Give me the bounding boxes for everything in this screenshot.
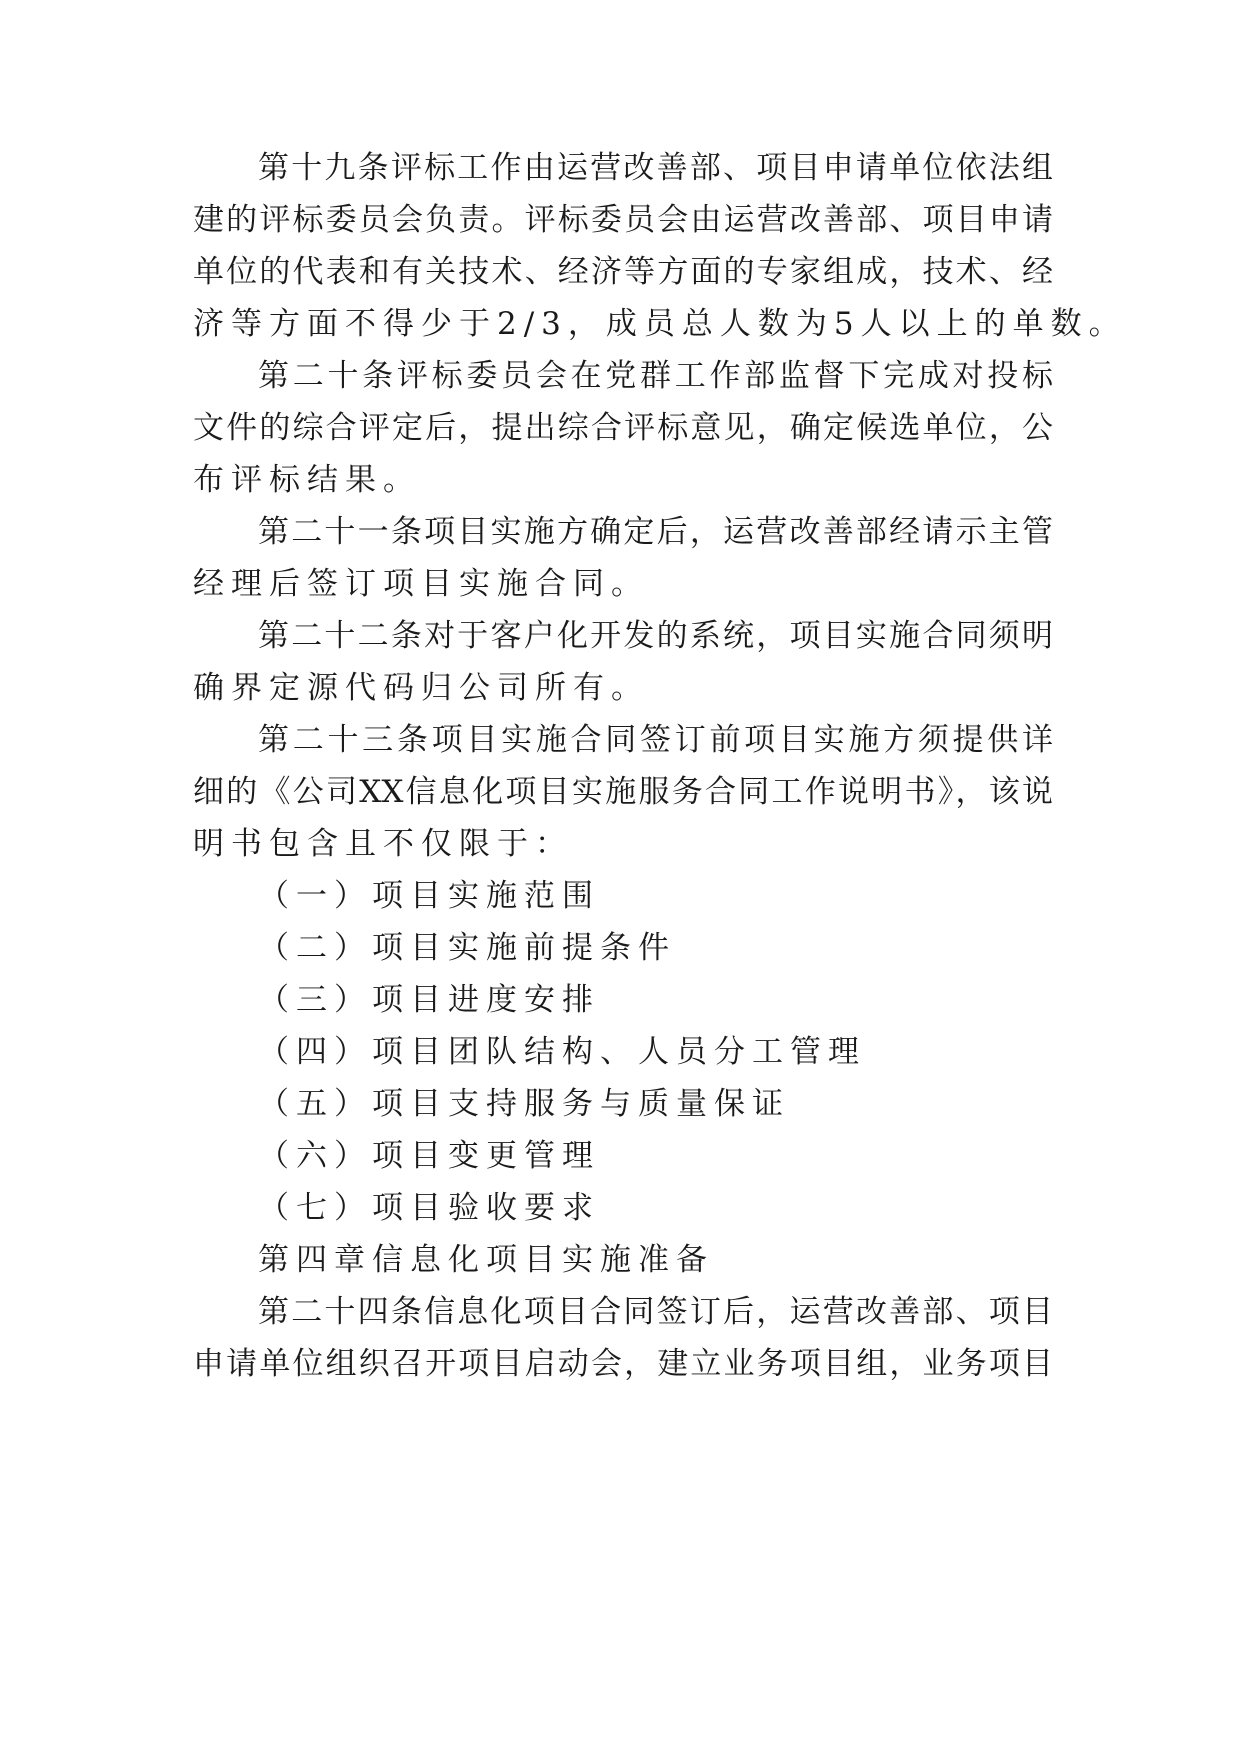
list-item-2: （二）项目实施前提条件 <box>258 930 676 966</box>
article-23-line-3: 明书包含且不仅限于： <box>193 826 573 862</box>
article-20-line-1: 第二十条评标委员会在党群工作部监督下完成对投标 <box>258 358 1053 394</box>
article-24-line-2: 申请单位组织召开项目启动会，建立业务项目组，业务项目 <box>193 1346 1053 1382</box>
list-item-3: （三）项目进度安排 <box>258 982 600 1018</box>
article-21-line-2: 经理后签订项目实施合同。 <box>193 566 649 602</box>
article-23-line-1: 第二十三条项目实施合同签订前项目实施方须提供详 <box>258 722 1053 758</box>
article-21-line-1: 第二十一条项目实施方确定后，运营改善部经请示主管 <box>258 514 1053 550</box>
article-19-line-1: 第十九条评标工作由运营改善部、项目申请单位依法组 <box>258 150 1053 186</box>
article-22-line-1: 第二十二条对于客户化开发的系统，项目实施合同须明 <box>258 618 1053 654</box>
article-22-line-2: 确界定源代码归公司所有。 <box>193 670 649 706</box>
list-item-1: （一）项目实施范围 <box>258 878 600 914</box>
article-19-line-3: 单位的代表和有关技术、经济等方面的专家组成，技术、经 <box>193 254 1053 290</box>
article-20-line-2: 文件的综合评定后，提出综合评标意见，确定候选单位，公 <box>193 410 1053 446</box>
article-20-line-3: 布评标结果。 <box>193 462 421 498</box>
article-24-line-1: 第二十四条信息化项目合同签订后，运营改善部、项目 <box>258 1294 1053 1330</box>
list-item-6: （六）项目变更管理 <box>258 1138 600 1174</box>
article-19-line-2: 建的评标委员会负责。评标委员会由运营改善部、项目申请 <box>193 202 1053 238</box>
list-item-5: （五）项目支持服务与质量保证 <box>258 1086 790 1122</box>
article-23-line-2: 细的《公司XX信息化项目实施服务合同工作说明书》，该说 <box>193 774 1053 810</box>
article-19-line-4: 济等方面不得少于2/3，成员总人数为5人以上的单数。 <box>193 306 1127 342</box>
list-item-7: （七）项目验收要求 <box>258 1190 600 1226</box>
chapter-4-heading: 第四章信息化项目实施准备 <box>258 1242 714 1278</box>
list-item-4: （四）项目团队结构、人员分工管理 <box>258 1034 866 1070</box>
